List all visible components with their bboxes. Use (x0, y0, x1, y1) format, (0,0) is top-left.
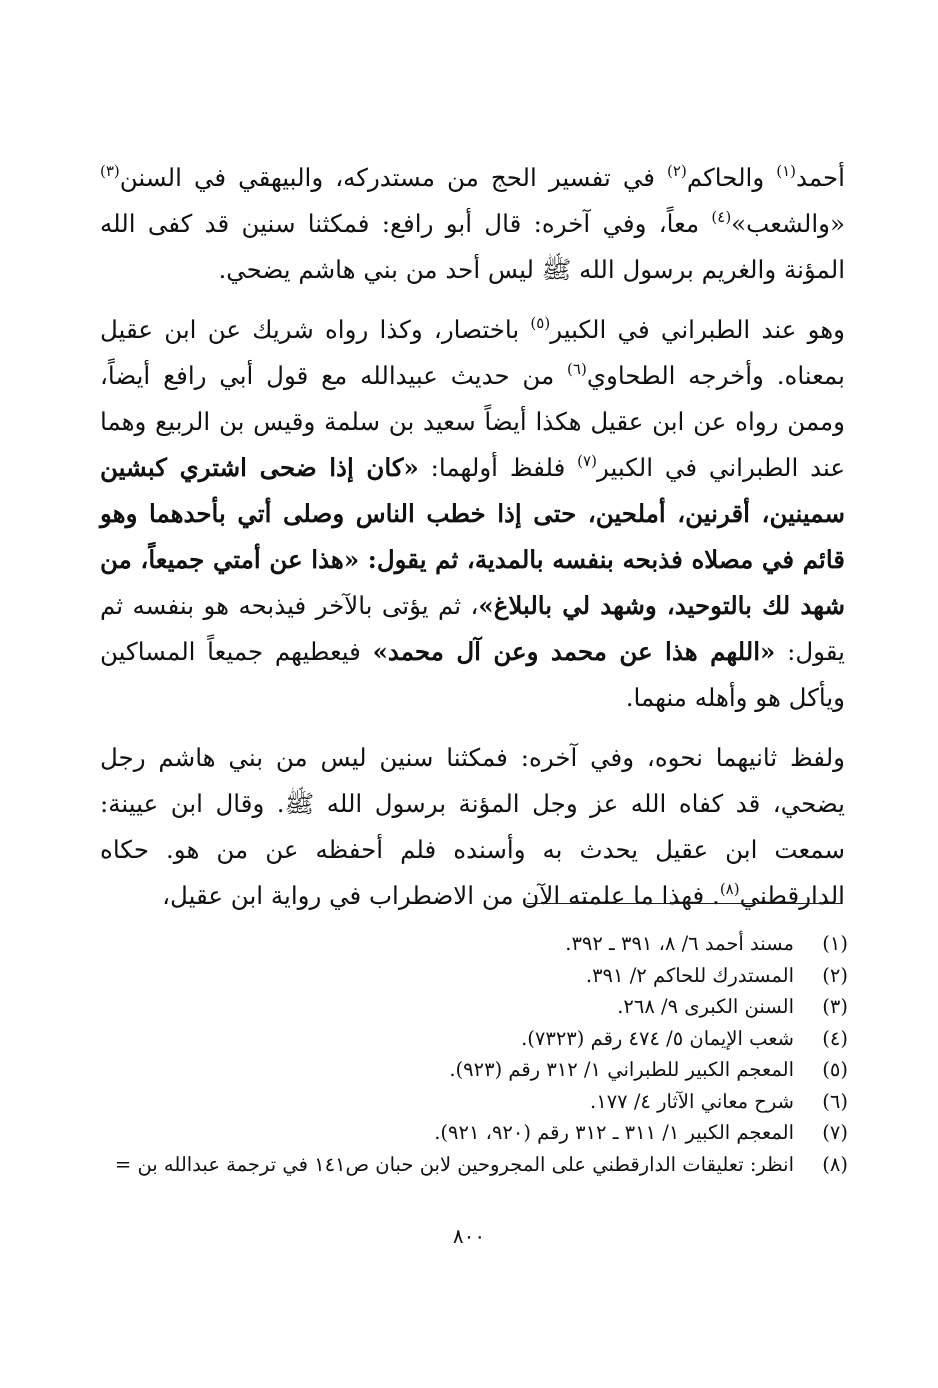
footnote-item (88, 960, 848, 992)
text-run: أحمد (796, 163, 845, 192)
footnote-text: شعب الإيمان ٥/ ٤٧٤ رقم (٧٣٢٣). (521, 1026, 794, 1050)
text-run: باختصار، وكذا رواه شريك عن ابن عقيل بمعناه. وأخرجه الطحاوي (100, 315, 845, 390)
footnote-ref[interactable]: (٧) (577, 452, 597, 470)
footnote-text: انظر: تعليقات الدارقطني على المجروحين لابن حبان ص١٤١ في ترجمة عبدالله بن = (114, 1152, 794, 1176)
paragraph-2 (100, 307, 845, 721)
footnote-item (88, 1117, 848, 1149)
footnote-number: (٣) (822, 995, 848, 1018)
footnote-item (88, 928, 848, 960)
footnote-number: (٥) (822, 1058, 848, 1081)
footnote-text: المعجم الكبير ١/ ٣١١ ـ ٣١٢ رقم (٩٢٠، ٩٢١). (434, 1121, 794, 1144)
footnote-ref[interactable]: (٤) (711, 208, 732, 226)
footnote-ref[interactable]: (٢) (667, 162, 687, 180)
footnote-separator (527, 903, 842, 904)
text-run: فلفظ أولهما: (418, 453, 578, 482)
footnote-item (88, 991, 848, 1023)
footnote-text: المستدرك للحاكم ٢/ ٣٩١. (585, 963, 794, 987)
footnote-ref[interactable]: (٥) (530, 314, 551, 332)
footnote-ref[interactable]: (٦) (567, 360, 587, 378)
footnote-number: (٦) (822, 1089, 848, 1113)
text-run: فيعطيهم جميعاً المساكين ويأكل هو وأهله منهما. (100, 637, 845, 712)
paragraph-3 (100, 735, 845, 919)
footnote-number: (٤) (822, 1026, 848, 1050)
footnote-number: (٢) (822, 963, 848, 987)
main-text (100, 155, 845, 933)
page-number: ٨٠٠ (452, 1224, 486, 1248)
footnote-number: (٨) (822, 1152, 848, 1176)
hadith-quote: «كان إذا ضحى اشتري كبشين سمينين، أقرنين، أملحين، حتى إذا خطب الناس وصلى أتي بأحدهما وهو قائم في مصلاه فذبحه بنفسه بالمدية، ثم يقول: «هذا عن أمتي جميعاً، من شهد لك بالتوحيد، وشهد لي بالبلاغ» (100, 453, 846, 620)
footnote-text: السنن الكبرى ٩/ ٢٦٨. (617, 995, 794, 1018)
footnote-text: مسند أحمد ٦/ ٨، ٣٩١ ـ ٣٩٢. (565, 932, 794, 955)
text-run: في تفسير الحج من مستدركه، والبيهقي في السنن (119, 163, 668, 192)
footnote-item (88, 1086, 848, 1118)
footnotes-list (88, 928, 848, 1180)
footnote-text: المعجم الكبير للطبراني ١/ ٣١٢ رقم (٩٢٣). (449, 1058, 794, 1081)
footnote-text: شرح معاني الآثار ٤/ ١٧٧. (590, 1089, 794, 1113)
text-run: معاً، وفي آخره: قال أبو رافع: فمكثنا سنين قد كفى الله المؤنة والغريم برسول الله ﷺ ليس أحد من بني هاشم يضحي. (100, 209, 845, 284)
footnote-number: (١) (822, 932, 848, 955)
text-run: والحاكم (686, 163, 777, 192)
text-run: من حديث عبيدالله مع قول أبي رافع أيضاً، وممن رواه عن ابن عقيل هكذا أيضاً سعيد بن سلمة وقيس بن الربيع وهما عند الطبراني في الكبير (100, 361, 845, 482)
footnote-ref[interactable]: (٣) (100, 162, 120, 180)
footnote-ref[interactable]: (٨) (719, 880, 740, 898)
hadith-quote: «اللهم هذا عن محمد وعن آل محمد» (372, 637, 776, 666)
footnote-item (88, 1149, 848, 1181)
footnote-number: (٧) (822, 1121, 848, 1144)
text-run: ولفظ ثانيهما نحوه، وفي آخره: فمكثنا سنين ليس من بني هاشم رجل يضحي، قد كفاه الله عز وجل المؤنة برسول الله ﷺ. وقال ابن عيينة: سمعت ابن عقيل يحدث به وأسنده فلم أحفظه عن من هو. حكاه الدارقطني (100, 743, 845, 910)
footnote-item (88, 1023, 848, 1055)
text-run: وهو عند الطبراني في الكبير (550, 315, 845, 344)
text-run: . فهذا ما علمته الآن من الاضطراب في رواية ابن عقيل، (162, 881, 720, 910)
paragraph-1 (100, 155, 845, 293)
footnote-ref[interactable]: (١) (776, 162, 797, 180)
footnote-item (88, 1054, 848, 1086)
text-run: ، ثم يؤتى بالآخر فيذبحه هو بنفسه ثم يقول: (100, 591, 846, 666)
text-run: «والشعب» (731, 209, 845, 238)
